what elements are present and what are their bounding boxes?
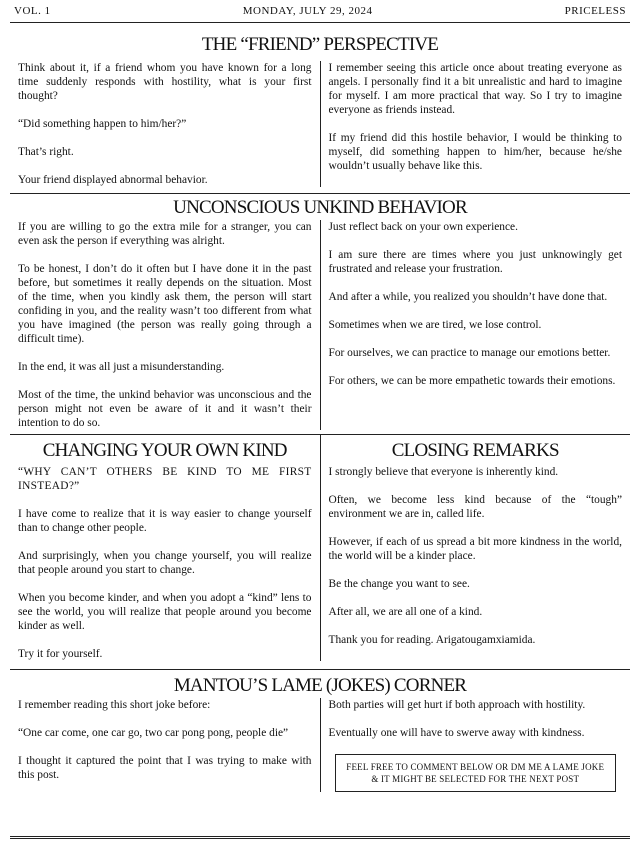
section-divider [10, 193, 630, 194]
paragraph: “WHY CAN’T OTHERS BE KIND TO ME FIRST INSTEAD?” [18, 466, 312, 492]
column-right [321, 61, 631, 187]
paragraph: However, if each of us spread a bit more kindness in the world, the world will be a kinder place. [328, 536, 622, 562]
section-title-lame-jokes-corner: MANTOU’S LAME (JOKES) CORNER [173, 675, 467, 696]
call-to-action-line: & IT MIGHT BE SELECTED FOR THE NEXT POST [371, 774, 580, 784]
paragraph: And after a while, you realized you shouldn’t have done that. [328, 291, 608, 303]
paragraph: That’s right. [18, 146, 74, 158]
section-title-changing-your-own-kind: CHANGING YOUR OWN KIND [42, 440, 287, 461]
section-row-changing-closing [10, 435, 630, 661]
column-body [321, 463, 631, 647]
section-lame-jokes-corner [10, 698, 630, 792]
section-title-closing-remarks: CLOSING REMARKS [391, 440, 559, 461]
section-changing-your-own-kind [10, 435, 321, 661]
paragraph: Be the change you want to see. [328, 578, 470, 590]
paragraph: “Did something happen to him/her?” [18, 118, 187, 130]
paragraph: If you are willing to go the extra mile for a stranger, you can even ask the person if everything was alright. [18, 221, 312, 247]
price-label: PRICELESS [564, 5, 626, 17]
paragraph: Eventually one will have to swerve away with kindness. [328, 727, 585, 739]
section-unconscious-unkind-behavior [10, 220, 630, 430]
paragraph: I am sure there are times where you just unknowingly get frustrated and release your frustration. [328, 249, 622, 275]
section-title-unconscious-unkind-behavior: UNCONSCIOUS UNKIND BEHAVIOR [173, 197, 467, 218]
paragraph: Both parties will get hurt if both approach with hostility. [328, 699, 586, 711]
paragraph: Your friend displayed abnormal behavior. [18, 174, 208, 186]
footer-rule [10, 836, 630, 839]
column-body [10, 463, 320, 661]
paragraph: “One car come, one car go, two car pong pong, people die” [18, 727, 289, 739]
paragraph: Think about it, if a friend whom you have known for a long time suddenly responds with hostility, what is your first thought? [18, 62, 312, 102]
paragraph: Just reflect back on your own experience. [328, 221, 518, 233]
paragraph: I have come to realize that it is way easier to change yourself than to change other people. [18, 508, 312, 534]
paragraph: For others, we can be more empathetic towards their emotions. [328, 375, 616, 387]
paragraph: When you become kinder, and when you adopt a “kind” lens to see the world, you will realize that people around you become kinder as well. [18, 592, 312, 632]
paragraph: Most of the time, the unkind behavior was unconscious and the person might not even be aware of it and it wasn’t their intention to do so. [18, 389, 312, 429]
paragraph: In the end, it was all just a misunderstanding. [18, 361, 225, 373]
paragraph: If my friend did this hostile behavior, I would be thinking to myself, did something happen to him/her, because he/she wouldn’t usually behave like this. [328, 132, 622, 172]
paragraph: Try it for yourself. [18, 648, 103, 660]
issue-date: MONDAY, JULY 29, 2024 [242, 5, 373, 17]
section-title-friend-perspective: THE “FRIEND” PERSPECTIVE [201, 34, 439, 55]
paragraph: After all, we are all one of a kind. [328, 606, 483, 618]
section-divider [10, 669, 630, 670]
paragraph: I strongly believe that everyone is inherently kind. [328, 466, 559, 478]
column-right [321, 220, 631, 430]
column-right [321, 698, 631, 792]
call-to-action-box [335, 754, 617, 792]
paragraph: And surprisingly, when you change yourself, you will realize that people around you start to change. [18, 550, 312, 576]
paragraph: I remember reading this short joke before: [18, 699, 211, 711]
column-left [10, 220, 321, 430]
call-to-action-line: FEEL FREE TO COMMENT BELOW OR DM ME A LAME JOKE [346, 762, 605, 772]
column-left [10, 61, 321, 187]
paragraph: Sometimes when we are tired, we lose control. [328, 319, 542, 331]
paragraph: Thank you for reading. Arigatougamxiamida. [328, 634, 536, 646]
paragraph: I thought it captured the point that I was trying to make with this post. [18, 755, 312, 781]
paragraph: Often, we become less kind because of the “tough” environment we are in, called life. [328, 494, 622, 520]
section-closing-remarks [321, 435, 631, 661]
paragraph: To be honest, I don’t do it often but I have done it in the past before, but sometimes it really depends on the situation. Most of the time, when you kindly ask them, the person will start confiding in you, and the reality wasn’t too different from what you have imagined (the person was really going through a difficult time). [18, 263, 312, 345]
masthead [10, 0, 630, 23]
column-left [10, 698, 321, 792]
volume-label: VOL. 1 [14, 5, 51, 17]
section-friend-perspective [10, 61, 630, 187]
paragraph: For ourselves, we can practice to manage our emotions better. [328, 347, 611, 359]
paragraph: I remember seeing this article once about treating everyone as angels. I personally find it a bit unrealistic and hard to imagine for myself. I am more practical that way. So I try to imagine everyone as friends instead. [328, 62, 622, 116]
